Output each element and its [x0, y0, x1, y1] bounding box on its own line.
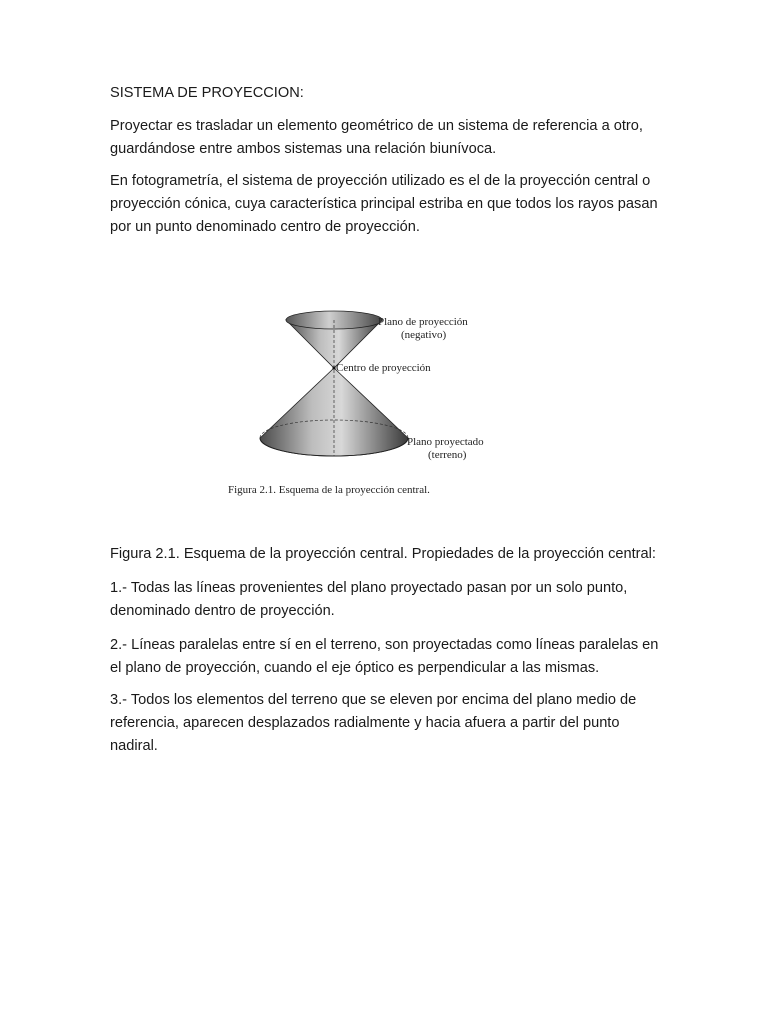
label-terreno: (terreno) [428, 449, 467, 461]
label-negativo: (negativo) [401, 329, 447, 341]
label-plano-proyeccion: Plano de proyección [378, 316, 468, 328]
figure-caption: Figura 2.1. Esquema de la proyección central. [228, 484, 430, 496]
paragraph-definition: Proyectar es trasladar un elemento geométrico de un sistema de referencia a otro, guardándose entre ambos sistemas una relación biunívoca. [110, 118, 643, 157]
label-centro-proyeccion: Centro de proyección [336, 362, 431, 374]
properties-intro: Figura 2.1. Esquema de la proyección central. Propiedades de la proyección central: [110, 546, 656, 562]
label-plano-proyectado: Plano proyectado [407, 436, 484, 448]
section-heading: SISTEMA DE PROYECCION: [110, 85, 304, 101]
property-item-3: 3.- Todos los elementos del terreno que se eleven por encima del plano medio de referencia, aparecen desplazados radialmente y hacia afuera a partir del punto nadiral. [110, 692, 637, 754]
property-item-2: 2.- Líneas paralelas entre sí en el terreno, son proyectadas como líneas paralelas en el plano de proyección, cuando el eje óptico es perpendicular a las mismas. [110, 637, 659, 676]
paragraph-photogrammetry: En fotogrametría, el sistema de proyección utilizado es el de la proyección central o proyección cónica, cuya característica principal estriba en que todos los rayos pasan por un punto denominado centro de proyección. [110, 173, 658, 235]
central-projection-diagram [200, 290, 500, 505]
central-projection-figure [200, 290, 500, 505]
property-item-1: 1.- Todas las líneas provenientes del plano proyectado pasan por un solo punto, denominado dentro de proyección. [110, 580, 628, 619]
